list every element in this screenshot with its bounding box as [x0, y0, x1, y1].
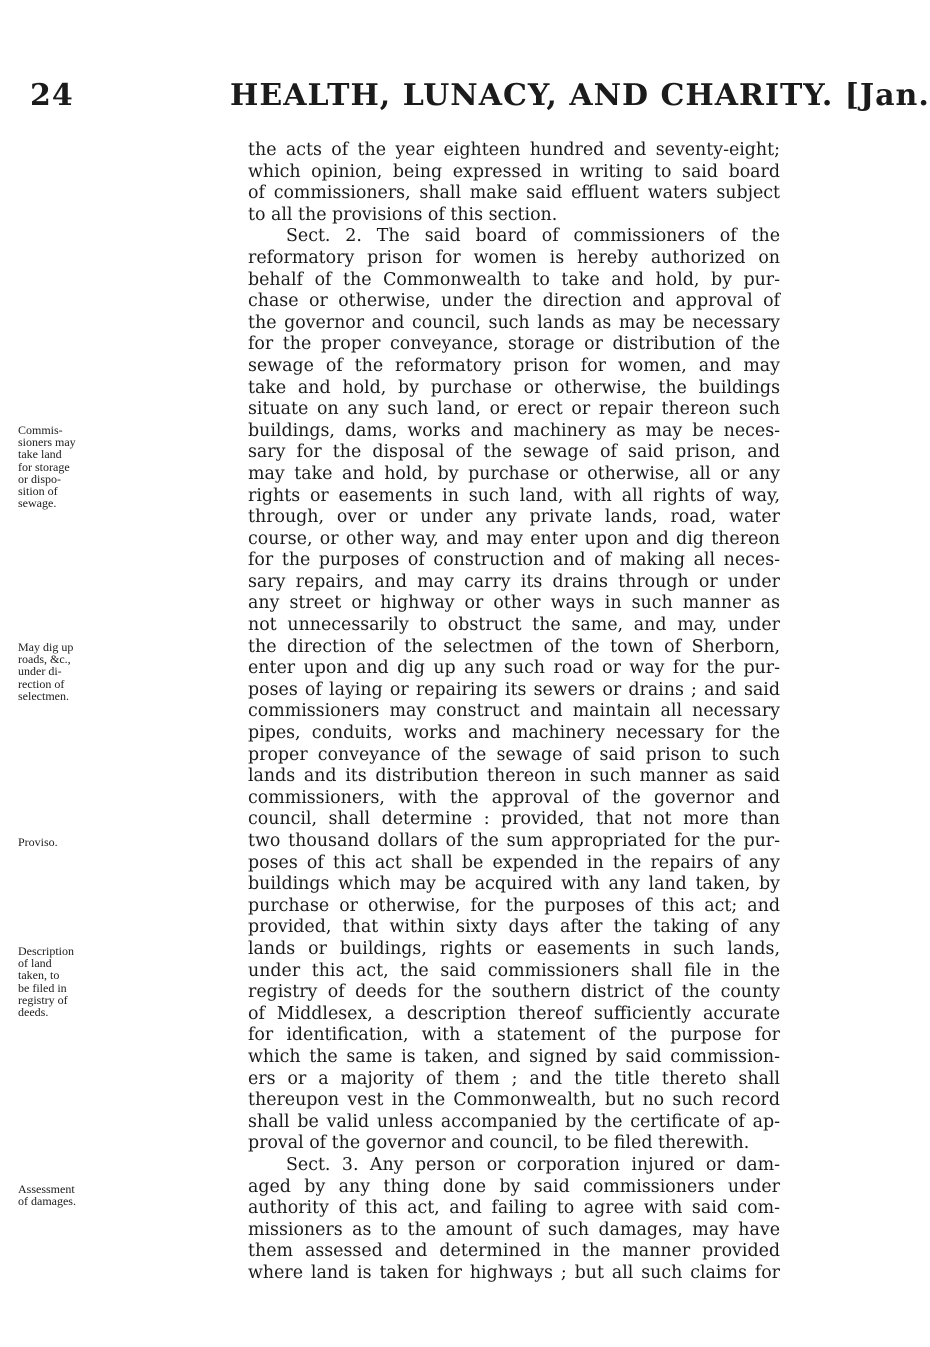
- body-text: [248, 140, 780, 1284]
- body-line: situate on any such land, or erect or repair thereon such: [248, 399, 780, 420]
- body-line: them assessed and determined in the manner provided: [248, 1241, 780, 1262]
- body-line: which the same is taken, and signed by said commission-: [248, 1046, 780, 1067]
- body-line: sary for the disposal of the sewage of said prison, and: [248, 442, 780, 463]
- margin-note-line: taken, to: [18, 968, 60, 983]
- margin-note-line: selectmen.: [18, 688, 69, 703]
- body-line: ers or a majority of them ; and the title thereto shall: [248, 1068, 780, 1089]
- body-line: which opinion, being expressed in writing to said board: [248, 161, 780, 182]
- body-line: the acts of the year eighteen hundred and seventy-eight;: [248, 140, 780, 160]
- body-line: poses of laying or repairing its sewers or drains ; and said: [248, 679, 780, 700]
- margin-note-line: sition of: [18, 484, 58, 499]
- body-line: not unnecessarily to obstruct the same, and may, under: [248, 615, 780, 636]
- body-line: buildings which may be acquired with any land taken, by: [248, 874, 780, 895]
- margin-note-line: take land: [18, 447, 62, 462]
- body-line: two thousand dollars of the sum appropriated for the pur-: [248, 831, 780, 851]
- margin-note-line: of land: [18, 956, 52, 971]
- body-line: pipes, conduits, works and machinery necessary for the: [248, 723, 780, 744]
- body-line: commissioners, with the approval of the governor and: [248, 787, 780, 808]
- margin-note-line: Assessment: [18, 1182, 75, 1196]
- body-line: enter upon and dig up any such road or way for the pur-: [248, 658, 780, 679]
- page-number: 24: [30, 78, 74, 113]
- body-line: proval of the governor and council, to be filed therewith.: [248, 1133, 750, 1154]
- margin-note-line: Proviso.: [18, 835, 58, 849]
- margin-note-line: rection of: [18, 676, 65, 691]
- body-line: to all the provisions of this section.: [248, 204, 558, 225]
- body-line: the governor and council, such lands as may be necessary: [248, 312, 780, 333]
- section-3-heading-line: Sect. 3. Any person or corporation injured or dam-: [286, 1154, 780, 1175]
- margin-note-line: registry of: [18, 992, 68, 1007]
- margin-note-line: roads, &c.,: [18, 652, 71, 667]
- margin-note-commissioners-may-take-land: [18, 424, 138, 509]
- margin-note-line: deeds.: [18, 1005, 49, 1020]
- margin-note-line: under di-: [18, 664, 62, 679]
- margin-note-line: May dig up: [18, 640, 74, 654]
- body-line: reformatory prison for women is hereby authorized on: [248, 247, 780, 268]
- body-line: may take and hold, by purchase or otherwise, all or any: [248, 463, 780, 484]
- margin-note-may-dig-up-roads: [18, 641, 138, 702]
- margin-note-assessment-of-damages: [18, 1183, 138, 1207]
- body-line: sewage of the reformatory prison for women, and may: [248, 355, 780, 376]
- margin-note-line: sioners may: [18, 435, 76, 450]
- body-line: under this act, the said commissioners shall file in the: [248, 960, 780, 981]
- body-line: provided, that within sixty days after the taking of any: [248, 917, 780, 938]
- body-line: authority of this act, and failing to agree with said com-: [248, 1198, 780, 1219]
- body-line: buildings, dams, works and machinery as may be neces-: [248, 420, 780, 441]
- margin-note-line: for storage: [18, 459, 70, 474]
- body-line: through, over or under any private lands, road, water: [248, 507, 780, 528]
- margin-note-line: of damages.: [18, 1194, 76, 1209]
- body-line: for the proper conveyance, storage or distribution of the: [248, 334, 780, 355]
- body-line: lands and its distribution thereon in such manner as said: [248, 766, 780, 787]
- body-line: proper conveyance of the sewage of said prison to such: [248, 744, 780, 765]
- body-line: any street or highway or other ways in such manner as: [248, 593, 780, 614]
- margin-note-line: be filed in: [18, 980, 67, 995]
- body-line: of Middlesex, a description thereof sufficiently accurate: [248, 1003, 780, 1024]
- margin-note-line: or dispo-: [18, 471, 61, 486]
- running-head: HEALTH, LUNACY, AND CHARITY. [Jan.: [230, 78, 930, 113]
- page-header: [30, 78, 930, 118]
- body-line: behalf of the Commonwealth to take and hold, by pur-: [248, 269, 780, 290]
- margin-note-line: Description: [18, 944, 74, 958]
- body-line: where land is taken for highways ; but all such claims for: [248, 1262, 780, 1283]
- body-line: chase or otherwise, under the direction and approval of: [248, 291, 780, 312]
- body-line: course, or other way, and may enter upon and dig thereon: [248, 528, 780, 549]
- body-line: thereupon vest in the Commonwealth, but no such record: [248, 1090, 780, 1111]
- margin-note-line: Commis-: [18, 423, 63, 437]
- body-line: lands or buildings, rights or easements in such lands,: [248, 938, 780, 959]
- body-line: of commissioners, shall make said effluent waters subject: [248, 183, 780, 204]
- body-line: the direction of the selectmen of the town of Sherborn,: [248, 636, 780, 657]
- margin-note-line: sewage.: [18, 496, 57, 511]
- body-line: purchase or otherwise, for the purposes of this act; and: [248, 895, 780, 916]
- body-line: registry of deeds for the southern district of the county: [248, 982, 780, 1003]
- body-line: shall be valid unless accompanied by the certificate of ap-: [248, 1111, 780, 1132]
- body-line: for identification, with a statement of the purpose for: [248, 1025, 780, 1046]
- body-line: aged by any thing done by said commissioners under: [248, 1176, 780, 1197]
- margin-note-proviso: [18, 836, 138, 848]
- body-line: commissioners may construct and maintain all necessary: [248, 701, 780, 722]
- body-line: rights or easements in such land, with all rights of way,: [248, 485, 780, 506]
- body-line: missioners as to the amount of such damages, may have: [248, 1219, 780, 1240]
- body-line: take and hold, by purchase or otherwise, the buildings: [248, 377, 780, 398]
- margin-note-description-of-land: [18, 945, 138, 1018]
- body-line: sary repairs, and may carry its drains through or under: [248, 571, 780, 592]
- body-line: council, shall determine : provided, that not more than: [248, 809, 780, 830]
- body-line: poses of this act shall be expended in the repairs of any: [248, 852, 780, 873]
- section-2-heading-line: Sect. 2. The said board of commissioners of the: [286, 226, 780, 247]
- body-line: for the purposes of construction and of making all neces-: [248, 550, 780, 571]
